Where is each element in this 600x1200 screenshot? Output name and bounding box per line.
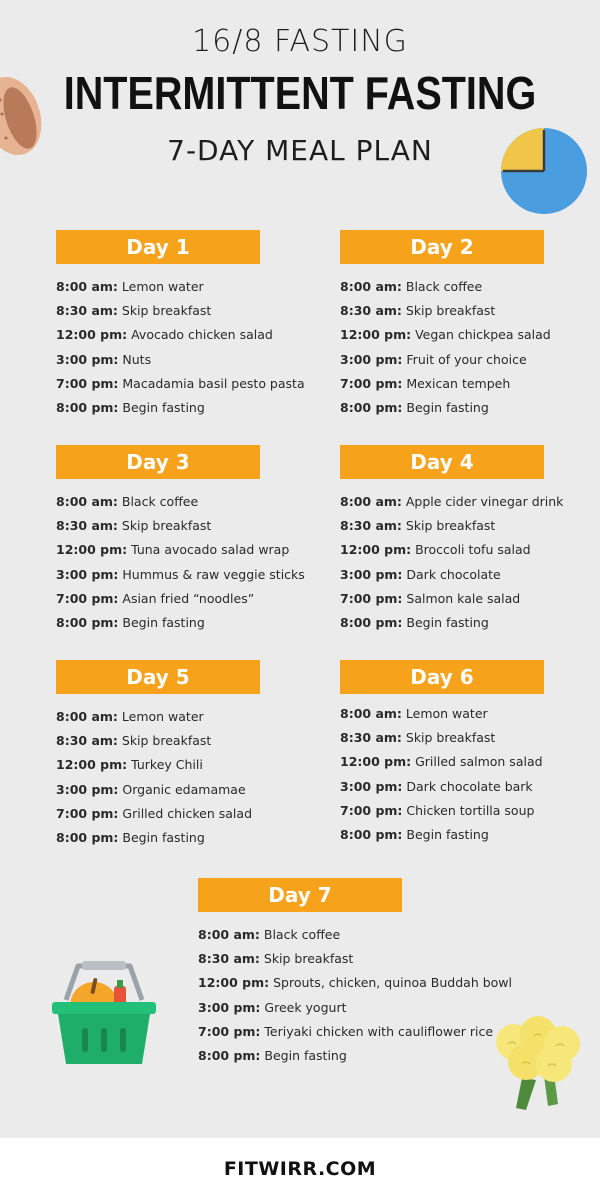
list-item: 8:30 am: Skip breakfast <box>340 518 496 534</box>
list-item: 7:00 pm: Macadamia basil pesto pasta <box>56 375 305 391</box>
list-item: 3:00 pm: Dark chocolate <box>340 566 501 582</box>
day-3-section <box>56 445 316 639</box>
list-item: 8:00 pm: Begin fasting <box>56 614 205 630</box>
list-item: 7:00 pm: Teriyaki chicken with cauliflower rice <box>198 1023 494 1039</box>
list-item: 8:00 pm: Begin fasting <box>56 399 205 415</box>
day-title: Day 2 <box>340 230 544 264</box>
list-item: 8:00 am: Lemon water <box>56 279 204 294</box>
day-title: Day 4 <box>340 445 544 479</box>
list-item: 8:00 pm: Begin fasting <box>340 614 489 630</box>
list-item: 8:00 am: Lemon water <box>340 706 488 721</box>
day-title: Day 5 <box>56 660 260 694</box>
list-item: 7:00 pm: Chicken tortilla soup <box>340 802 535 818</box>
list-item: 12:00 pm: Turkey Chili <box>56 757 203 773</box>
day-title: Day 1 <box>56 230 260 264</box>
list-item: 8:30 am: Skip breakfast <box>56 518 212 534</box>
list-item: 3:00 pm: Nuts <box>56 351 152 367</box>
list-item: 7:00 pm: Asian fried “noodles” <box>56 590 255 606</box>
list-item: 8:00 am: Apple cider vinegar drink <box>340 494 564 509</box>
subtitle-top: 16/8 FASTING <box>192 24 408 59</box>
page-title: INTERMITTENT FASTING <box>63 67 537 119</box>
list-item: 12:00 pm: Sprouts, chicken, quinoa Buddah bowl <box>198 975 512 991</box>
list-item: 8:30 am: Skip breakfast <box>340 730 496 746</box>
list-item: 3:00 pm: Fruit of your choice <box>340 351 527 367</box>
list-item: 7:00 pm: Salmon kale salad <box>340 590 521 606</box>
almond-icon <box>0 74 50 158</box>
day-4-section <box>340 445 600 639</box>
list-item: 8:00 pm: Begin fasting <box>198 1047 347 1063</box>
day-title: Day 6 <box>340 660 544 694</box>
brand-link[interactable]: FITWIRR.COM <box>223 1158 377 1180</box>
list-item: 12:00 pm: Vegan chickpea salad <box>340 327 551 343</box>
subtitle-bottom: 7-DAY MEAL PLAN <box>167 134 433 167</box>
list-item: 3:00 pm: Hummus & raw veggie sticks <box>56 566 305 582</box>
list-item: 8:30 am: Skip breakfast <box>56 733 212 749</box>
list-item: 8:00 am: Black coffee <box>340 279 483 294</box>
clock-icon <box>499 126 589 216</box>
day-5-section <box>56 660 316 854</box>
list-item: 8:00 pm: Begin fasting <box>340 399 489 415</box>
cauliflower-icon <box>492 1016 590 1112</box>
list-item: 12:00 pm: Tuna avocado salad wrap <box>56 542 290 558</box>
list-item: 7:00 pm: Grilled chicken salad <box>56 805 252 821</box>
day-6-section <box>340 660 600 851</box>
list-item: 3:00 pm: Organic edamamae <box>56 781 246 797</box>
list-item: 12:00 pm: Avocado chicken salad <box>56 327 273 343</box>
day-7-section <box>198 878 518 1072</box>
list-item: 3:00 pm: Dark chocolate bark <box>340 778 533 794</box>
day-1-section <box>56 230 316 424</box>
list-item: 8:30 am: Skip breakfast <box>56 303 212 319</box>
list-item: 8:00 am: Black coffee <box>198 927 341 942</box>
list-item: 8:00 pm: Begin fasting <box>340 826 489 842</box>
list-item: 12:00 pm: Broccoli tofu salad <box>340 542 531 558</box>
footer <box>0 1138 600 1200</box>
list-item: 3:00 pm: Greek yogurt <box>198 999 347 1015</box>
day-2-section <box>340 230 600 424</box>
list-item: 12:00 pm: Grilled salmon salad <box>340 754 543 770</box>
list-item: 8:30 am: Skip breakfast <box>340 303 496 319</box>
basket-icon <box>48 958 160 1068</box>
list-item: 8:30 am: Skip breakfast <box>198 951 354 967</box>
list-item: 8:00 pm: Begin fasting <box>56 829 205 845</box>
day-title: Day 3 <box>56 445 260 479</box>
list-item: 7:00 pm: Mexican tempeh <box>340 375 511 391</box>
list-item: 8:00 am: Black coffee <box>56 494 199 509</box>
day-title: Day 7 <box>198 878 402 912</box>
list-item: 8:00 am: Lemon water <box>56 709 204 724</box>
